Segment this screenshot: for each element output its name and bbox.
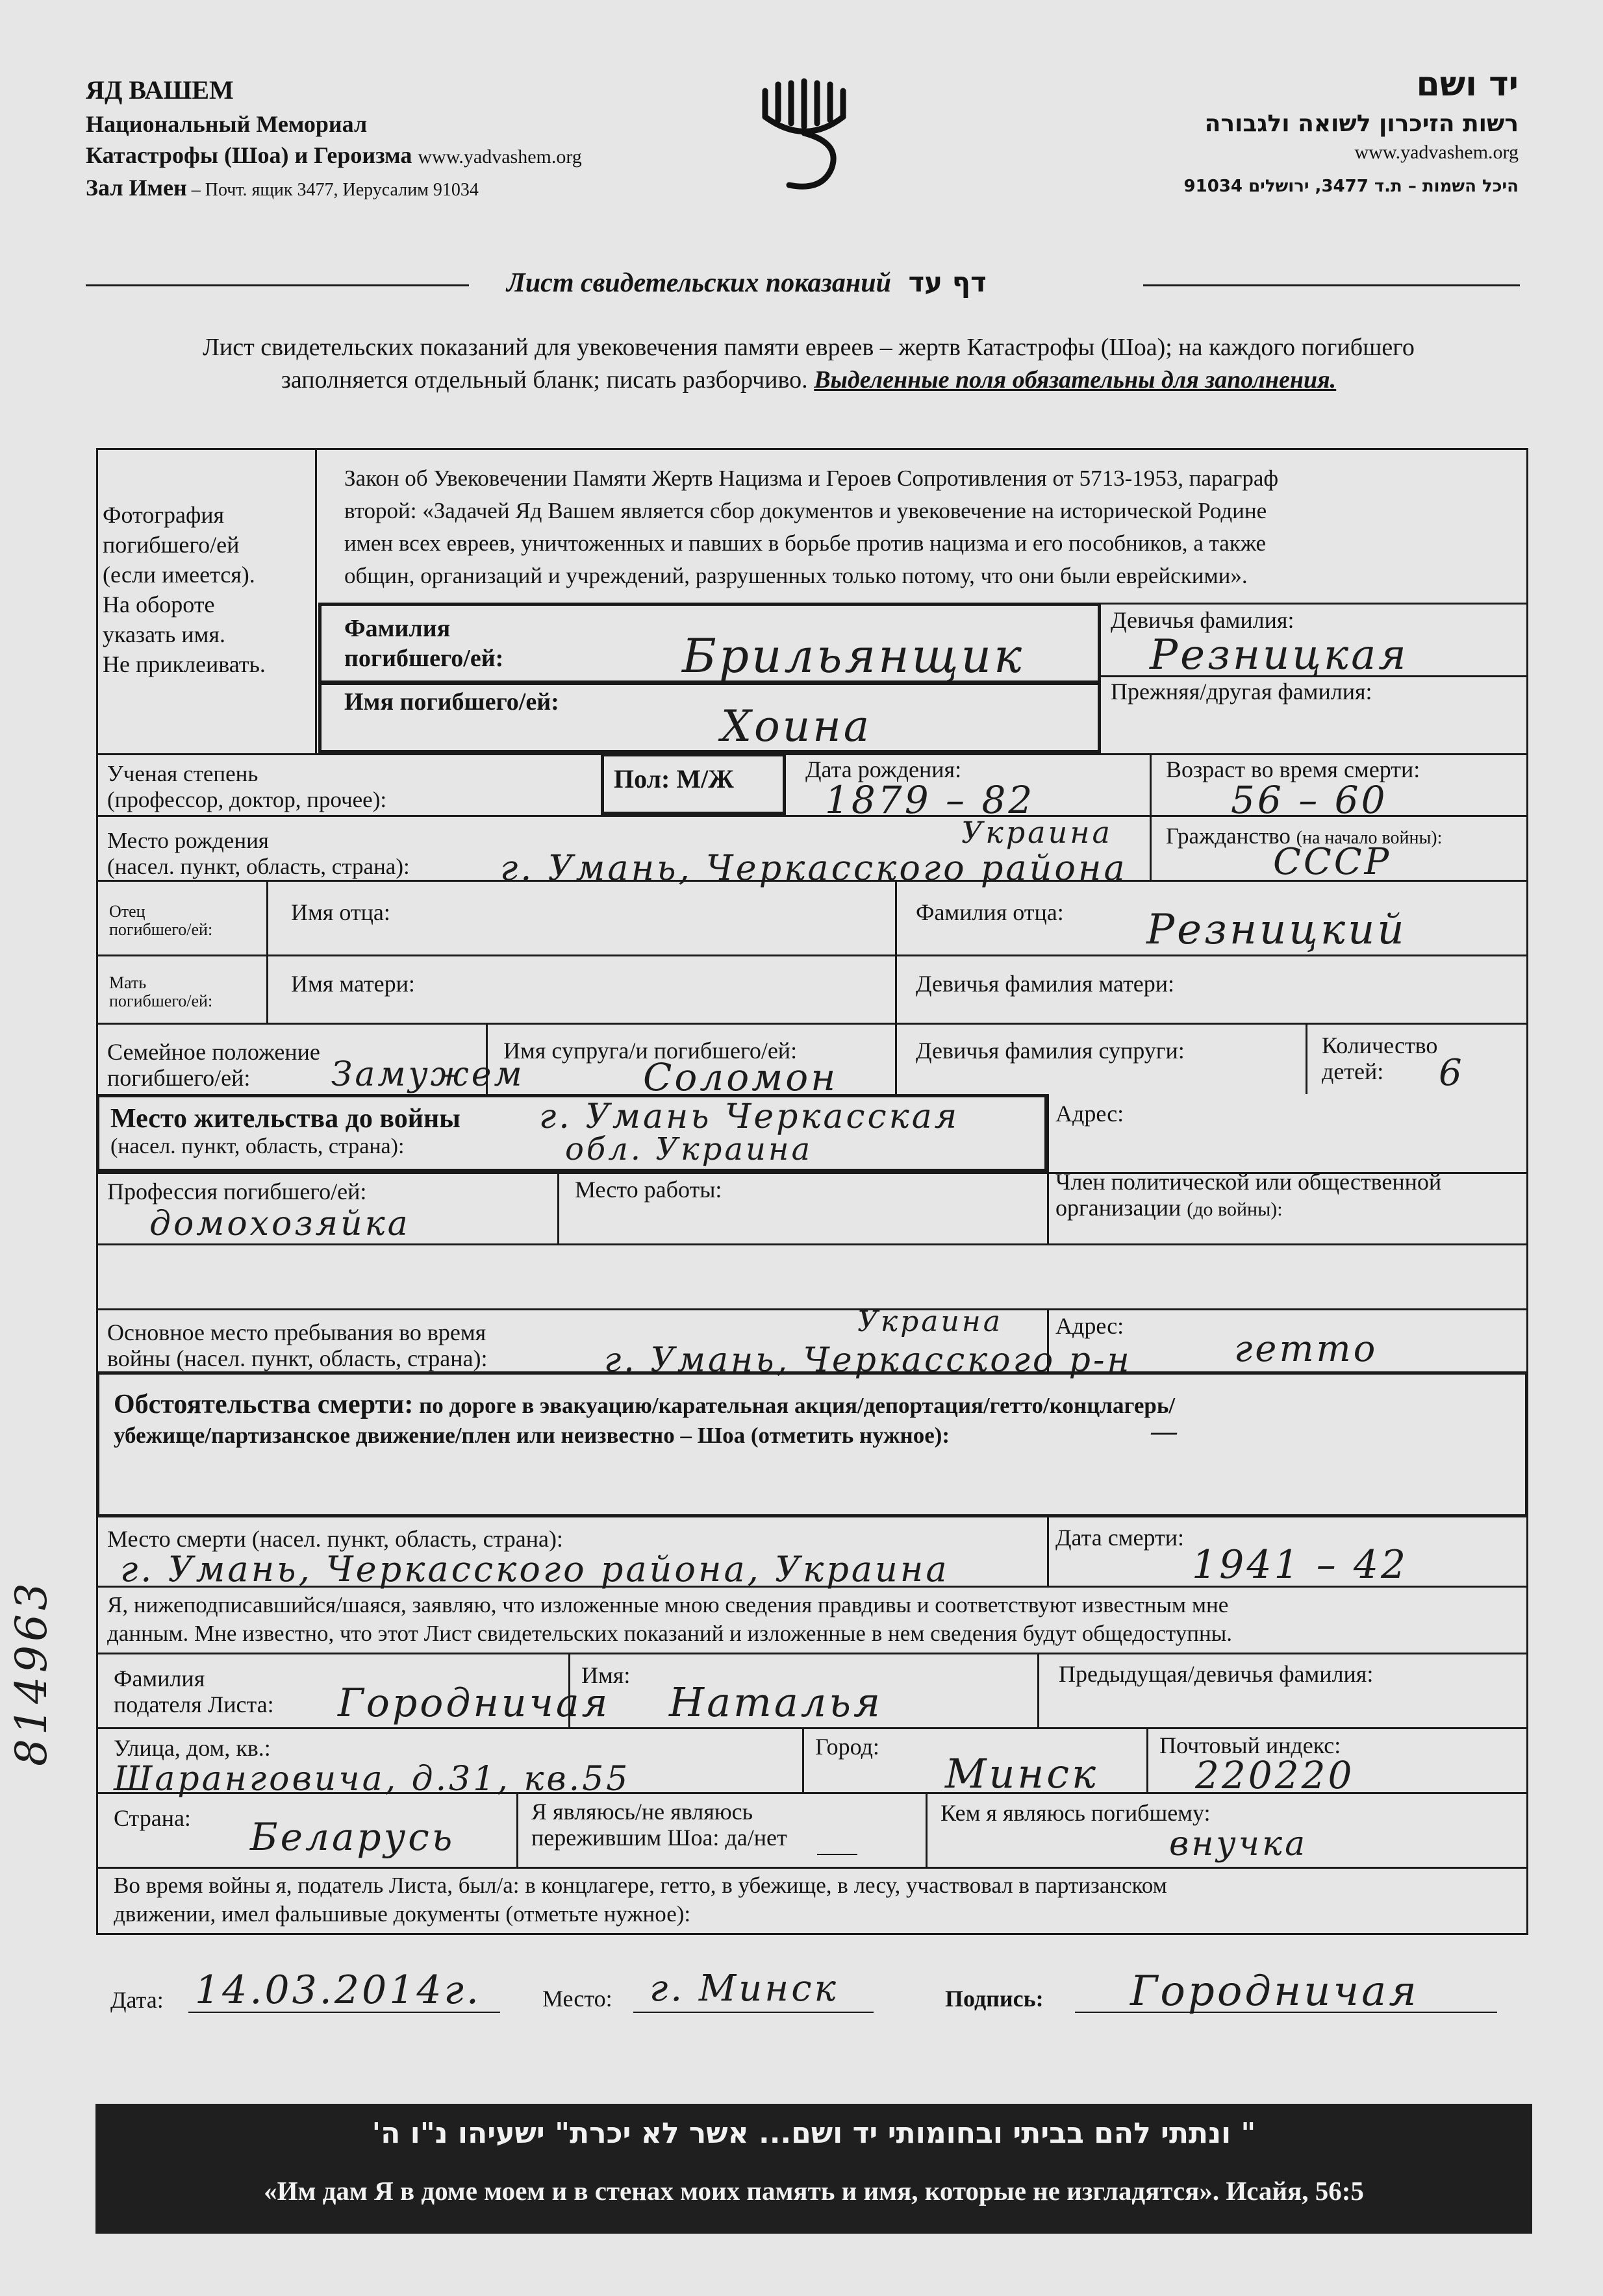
firstname-value[interactable]: Хоина bbox=[721, 701, 872, 751]
org-address-ru: – Почт. ящик 3477, Иерусалим 91034 bbox=[186, 180, 479, 200]
degree-label-2: (профессор, доктор, прочее): bbox=[107, 787, 387, 812]
submitter-surname-label bbox=[114, 1666, 274, 1717]
zip-label: Почтовый индекс: bbox=[1159, 1732, 1341, 1758]
org-line2-ru: Катастрофы (Шоа) и Героизма bbox=[86, 142, 412, 168]
children-label-2: детей: bbox=[1322, 1058, 1384, 1084]
citizenship-label-text: Гражданство bbox=[1166, 823, 1291, 849]
death-circumstances-text bbox=[114, 1390, 1510, 1451]
father-tag-1: Отец bbox=[109, 902, 145, 921]
marital-label-2: погибшего/ей: bbox=[107, 1065, 251, 1091]
footer-hebrew-quote: " ונתתי להם בביתי ובחומותי יד ושם... אשר לא יכרת" ישעיהו נ"ו ה' bbox=[372, 2117, 1256, 2150]
form-title-he: דף עד bbox=[908, 266, 987, 298]
survivor-label bbox=[531, 1799, 787, 1851]
sex-label: Пол: М/Ж bbox=[614, 764, 734, 793]
residence-label-2: (насел. пункт, область, страна): bbox=[110, 1134, 405, 1158]
place-value[interactable]: г. Минск bbox=[650, 1967, 839, 2010]
submitter-surname-label-1: Фамилия bbox=[114, 1666, 205, 1691]
org-name-ru: ЯД ВАШЕМ bbox=[86, 75, 234, 105]
spouse-value[interactable]: Соломон bbox=[643, 1055, 839, 1099]
degree-label bbox=[107, 761, 386, 813]
mother-name-label: Имя матери: bbox=[291, 971, 415, 997]
father-surname-value[interactable]: Резницкий bbox=[1146, 906, 1407, 954]
mother-tag bbox=[109, 974, 212, 1010]
surname-label: Фамилия погибшего/ей: bbox=[344, 615, 504, 672]
age-label: Возраст во время смерти: bbox=[1166, 756, 1420, 782]
street-value[interactable]: Шаранговича, д.31, кв.55 bbox=[114, 1760, 631, 1799]
spouse-label: Имя супруга/и погибшего/ей: bbox=[503, 1038, 798, 1064]
workplace-label: Место работы: bbox=[575, 1177, 722, 1203]
father-name-label: Имя отца: bbox=[291, 899, 390, 925]
children-label-1: Количество bbox=[1322, 1032, 1438, 1058]
wartime-address-label: Адрес: bbox=[1055, 1313, 1124, 1339]
declaration-line-1: Я, нижеподписавшийся/шаяся, заявляю, что изложенные мною сведения правдивы и соответствуют известным мне bbox=[107, 1592, 1229, 1617]
form-title-ru: Лист свидетельских показаний bbox=[507, 268, 891, 298]
date-value[interactable]: 14.03.2014г. bbox=[195, 1967, 481, 2013]
degree-label-1: Ученая степень bbox=[107, 761, 259, 786]
wartime-value[interactable]: г. Умань, Черкасского р-н bbox=[604, 1341, 1132, 1380]
declaration bbox=[107, 1591, 1523, 1648]
children-value[interactable]: 6 bbox=[1439, 1052, 1465, 1094]
law-line-3: имен всех евреев, уничтоженных и павших в борьбе против нацизма и его пособников, а также bbox=[344, 530, 1267, 556]
death-place-label: Место смерти (насел. пункт, область, страна): bbox=[107, 1526, 563, 1552]
footer-russian-quote: «Им дам Я в доме моем и в стенах моих память и имя, которые не изгладятся». Исайя, 56:5 bbox=[264, 2176, 1364, 2206]
spouse-maiden-label: Девичья фамилия супруги: bbox=[916, 1038, 1185, 1064]
member-label bbox=[1055, 1169, 1441, 1223]
survivor-label-1: Я являюсь/не являюсь bbox=[531, 1799, 753, 1825]
city-label: Город: bbox=[815, 1734, 879, 1760]
yad-vashem-logo-icon bbox=[753, 71, 864, 201]
wartime-submitter-line-2: движении, имел фальшивые документы (отметьте нужное): bbox=[114, 1901, 691, 1927]
photo-hint-6: Не приклеивать. bbox=[103, 651, 266, 677]
residence-label-1: Место жительства до войны bbox=[110, 1104, 461, 1134]
father-tag bbox=[109, 903, 212, 939]
law-text bbox=[344, 462, 1513, 592]
firstname-label: Имя погибшего/ей: bbox=[344, 688, 559, 716]
dob-value[interactable]: 1879 – 82 bbox=[825, 778, 1035, 822]
intro-line2: заполняется отдельный бланк; писать разборчиво. bbox=[281, 366, 814, 393]
wartime-value-2[interactable]: Украина bbox=[857, 1305, 1003, 1338]
place-label: Место: bbox=[542, 1986, 612, 2012]
law-line-1: Закон об Увековечении Памяти Жертв Нацизма и Героев Сопротивления от 5713-1953, параграф bbox=[344, 466, 1279, 491]
zip-value[interactable]: 220220 bbox=[1195, 1753, 1355, 1797]
birthplace-value-country[interactable]: Украина bbox=[961, 815, 1113, 850]
wartime-label-1: Основное место пребывания во время bbox=[107, 1319, 486, 1345]
side-registration-number: 814963 bbox=[6, 1579, 57, 1766]
member-note: (до войны): bbox=[1187, 1199, 1283, 1220]
marital-label bbox=[107, 1039, 320, 1091]
marital-value[interactable]: Замужем bbox=[331, 1055, 525, 1094]
mother-tag-2: погибшего/ей: bbox=[109, 992, 213, 1010]
country-value[interactable]: Беларусь bbox=[250, 1815, 455, 1859]
citizenship-note: (на начало войны): bbox=[1296, 828, 1443, 848]
death-circumstances-options-2: убежище/партизанское движение/плен или неизвестно – Шоа (отметить нужное): bbox=[114, 1423, 950, 1448]
former-surname-label: Прежняя/другая фамилия: bbox=[1111, 679, 1372, 705]
submitter-prev-label: Предыдущая/девичья фамилия: bbox=[1059, 1661, 1374, 1687]
birthplace-label-1: Место рождения bbox=[107, 828, 269, 853]
wartime-submitter-line-1: Во время войны я, податель Листа, был/а: в концлагере, гетто, в убежище, в лесу, участвовал в партизанском bbox=[114, 1873, 1167, 1898]
dob-label: Дата рождения: bbox=[805, 756, 962, 782]
death-date-value[interactable]: 1941 – 42 bbox=[1192, 1542, 1409, 1588]
member-label-2: организации bbox=[1055, 1195, 1181, 1221]
surname-value[interactable]: Брильянщик bbox=[682, 629, 1024, 683]
birthplace-label-2: (насел. пункт, область, страна): bbox=[107, 854, 410, 879]
residence-address-label: Адрес: bbox=[1055, 1101, 1124, 1127]
org-name-he: יד ושם bbox=[1416, 65, 1519, 104]
wartime-address-value[interactable]: гетто bbox=[1234, 1328, 1378, 1370]
maiden-value[interactable]: Резницкая bbox=[1150, 631, 1409, 679]
submitter-name-value[interactable]: Наталья bbox=[669, 1678, 883, 1726]
photo-hint-2: погибшего/ей bbox=[103, 532, 240, 558]
photo-box[interactable] bbox=[103, 500, 310, 679]
photo-hint-5: указать имя. bbox=[103, 621, 225, 647]
org-line1-ru: Национальный Мемориал bbox=[86, 111, 368, 137]
street-label: Улица, дом, кв.: bbox=[114, 1735, 271, 1761]
death-circumstances-options-1: по дороге в эвакуацию/карательная акция/депортация/гетто/концлагерь/ bbox=[413, 1393, 1176, 1418]
country-label: Страна: bbox=[114, 1805, 191, 1831]
birthplace-value[interactable]: г. Умань, Черкасского района bbox=[500, 847, 1128, 888]
marital-label-1: Семейное положение bbox=[107, 1039, 320, 1065]
org-url-ru: www.yadvashem.org bbox=[418, 146, 582, 168]
signature-label: Подпись: bbox=[945, 1986, 1044, 2012]
father-surname-label: Фамилия отца: bbox=[916, 899, 1064, 925]
signature-value[interactable]: Городничая bbox=[1130, 1967, 1419, 2015]
date-label: Дата: bbox=[110, 1987, 164, 2013]
mother-maiden-label: Девичья фамилия матери: bbox=[916, 971, 1175, 997]
maiden-label: Девичья фамилия: bbox=[1111, 607, 1294, 633]
children-label bbox=[1322, 1032, 1437, 1084]
declaration-line-2: данным. Мне известно, что этот Лист свидетельских показаний и изложенные в нем сведения будут общедоступны. bbox=[107, 1621, 1232, 1646]
survivor-no-underline bbox=[817, 1854, 857, 1855]
relation-label: Кем я являюсь погибшему: bbox=[940, 1800, 1211, 1826]
photo-hint-1: Фотография bbox=[103, 502, 225, 528]
org-line1-he: רשות הזיכרון לשואה ולגבורה bbox=[1204, 110, 1519, 137]
mother-tag-1: Мать bbox=[109, 973, 147, 992]
death-circumstances-label: Обстоятельства смерти: bbox=[114, 1390, 414, 1419]
intro-line1: Лист свидетельских показаний для увековечения памяти евреев – жертв Катастрофы (Шоа); на каждого погибшего bbox=[203, 334, 1415, 361]
wartime-label bbox=[107, 1319, 488, 1371]
birthplace-label bbox=[107, 828, 410, 880]
org-url-he: www.yadvashem.org bbox=[1354, 142, 1519, 163]
wartime-label-2: войны (насел. пункт, область, страна): bbox=[107, 1345, 488, 1371]
member-label-1: Член политической или общественной bbox=[1055, 1169, 1442, 1195]
form-title bbox=[507, 266, 987, 299]
residence-value-2[interactable]: обл. Украина bbox=[565, 1131, 813, 1167]
wartime-submitter bbox=[114, 1871, 1523, 1928]
death-date-label: Дата смерти: bbox=[1055, 1525, 1185, 1551]
intro-mandatory-note: Выделенные поля обязательны для заполнения. bbox=[814, 366, 1337, 393]
profession-value[interactable]: домохозяйка bbox=[149, 1204, 410, 1243]
intro-text bbox=[110, 331, 1507, 396]
org-address-he: היכל השמות – ת.ד 3477, ירושלים 91034 bbox=[1183, 177, 1519, 196]
relation-value[interactable]: внучка bbox=[1169, 1825, 1308, 1864]
photo-hint-4: На обороте bbox=[103, 592, 215, 618]
photo-hint-3: (если имеется). bbox=[103, 562, 255, 588]
law-line-4: общин, организаций и учреждений, разрушенных только потому, что они были еврейскими». bbox=[344, 563, 1248, 588]
city-value[interactable]: Минск bbox=[945, 1750, 1099, 1797]
residence-label bbox=[110, 1104, 461, 1160]
citizenship-value[interactable]: СССР bbox=[1273, 841, 1392, 883]
submitter-surname-label-2: подателя Листа: bbox=[114, 1691, 274, 1717]
submitter-name-label: Имя: bbox=[581, 1662, 631, 1688]
death-place-value[interactable]: г. Умань, Черкасского района, Украина bbox=[120, 1549, 950, 1590]
residence-value[interactable]: г. Умань Черкасская bbox=[539, 1097, 960, 1136]
org-line3-ru: Зал Имен bbox=[86, 175, 187, 201]
age-value[interactable]: 56 – 60 bbox=[1231, 778, 1388, 822]
law-line-2: второй: «Задачей Яд Вашем является сбор документов и увековечение на исторической Родине bbox=[344, 498, 1267, 523]
death-circumstances-value[interactable]: — bbox=[1150, 1416, 1181, 1449]
father-tag-2: погибшего/ей: bbox=[109, 920, 213, 939]
submitter-surname-value[interactable]: Городничая bbox=[338, 1680, 611, 1726]
profession-label: Профессия погибшего/ей: bbox=[107, 1179, 367, 1204]
survivor-label-2: пережившим Шоа: да/нет bbox=[531, 1825, 787, 1851]
